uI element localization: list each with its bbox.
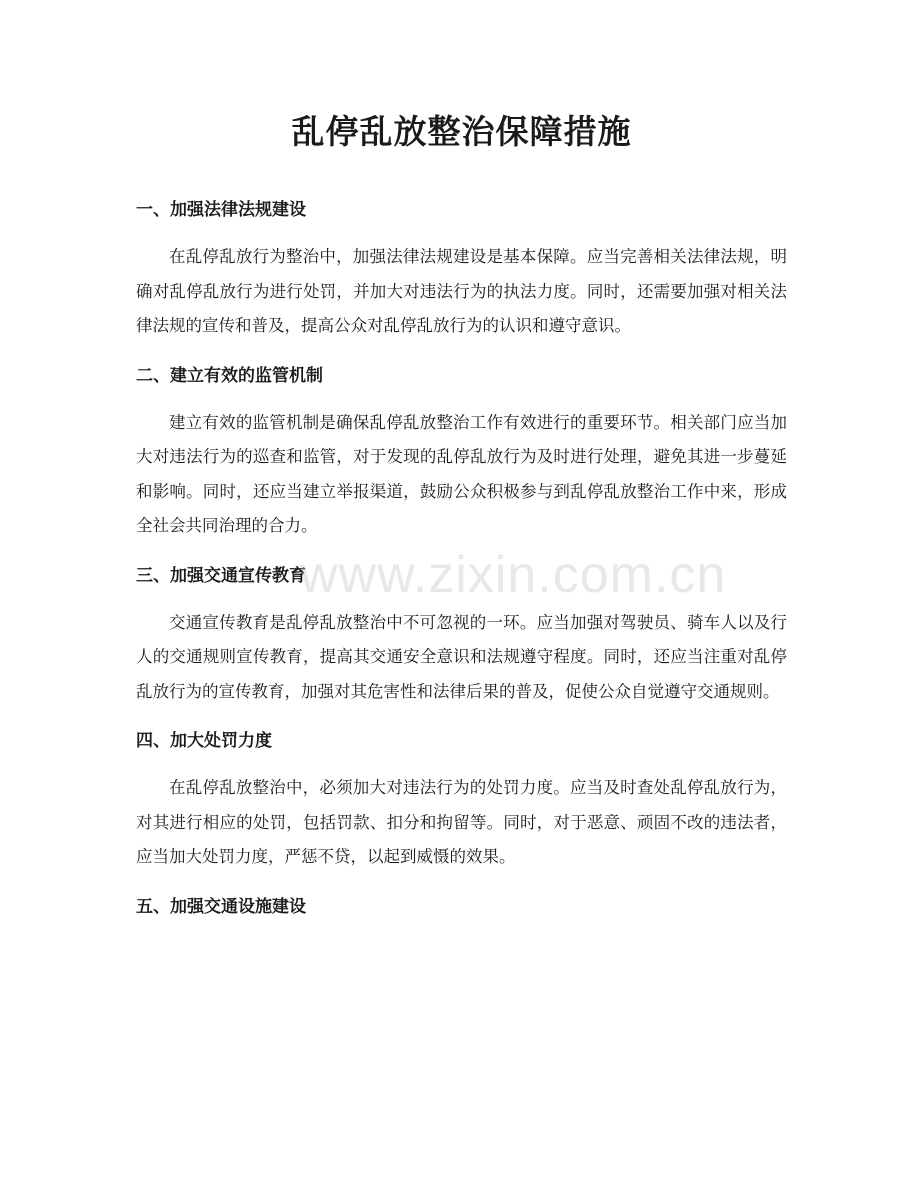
section-5 (136, 893, 787, 921)
section-heading: 四、加大处罚力度 (136, 731, 272, 751)
page-title: 乱停乱放整治保障措施 (291, 112, 632, 151)
section-heading: 三、加强交通宣传教育 (136, 565, 306, 586)
section-1 (136, 196, 787, 344)
section-body: 交通宣传教育是乱停乱放整治中不可忽视的一环。应当加强对驾驶员、骑车人以及行人的交通规则宣传教育，提高其交通安全意识和法规遵守程度。同时，还应当注重对乱停乱放行为的宣传教育，加强对其危害性和法律后果的普及，促使公众自觉遵守交通规则。 (136, 612, 787, 701)
section-3 (136, 562, 787, 710)
watermark: www.zixin.com.cn (300, 546, 727, 604)
section-body: 在乱停乱放整治中，必须加大对违法行为的处罚力度。应当及时查处乱停乱放行为，对其进行相应的处罚，包括罚款、扣分和拘留等。同时，对于恶意、顽固不改的违法者，应当加大处罚力度，严惩不贷，以起到威慑的效果。 (136, 778, 787, 866)
section-heading: 一、加强法律法规建设 (136, 200, 306, 220)
section-heading: 二、建立有效的监管机制 (136, 365, 323, 386)
section-4 (136, 727, 787, 875)
section-heading: 五、加强交通设施建设 (136, 896, 306, 917)
section-body: 在乱停乱放行为整治中，加强法律法规建设是基本保障。应当完善相关法律法规，明确对乱停乱放行为进行处罚，并加大对违法行为的执法力度。同时，还需要加强对相关法律法规的宣传和普及，提高公众对乱停乱放行为的认识和遵守意识。 (136, 247, 787, 335)
section-2 (136, 362, 787, 544)
section-body: 建立有效的监管机制是确保乱停乱放整治工作有效进行的重要环节。相关部门应当加大对违法行为的巡查和监管，对于发现的乱停乱放行为及时进行处理，避免其进一步蔓延和影响。同时，还应当建立举报渠道，鼓励公众积极参与到乱停乱放整治工作中来，形成全社会共同治理的合力。 (136, 412, 787, 535)
